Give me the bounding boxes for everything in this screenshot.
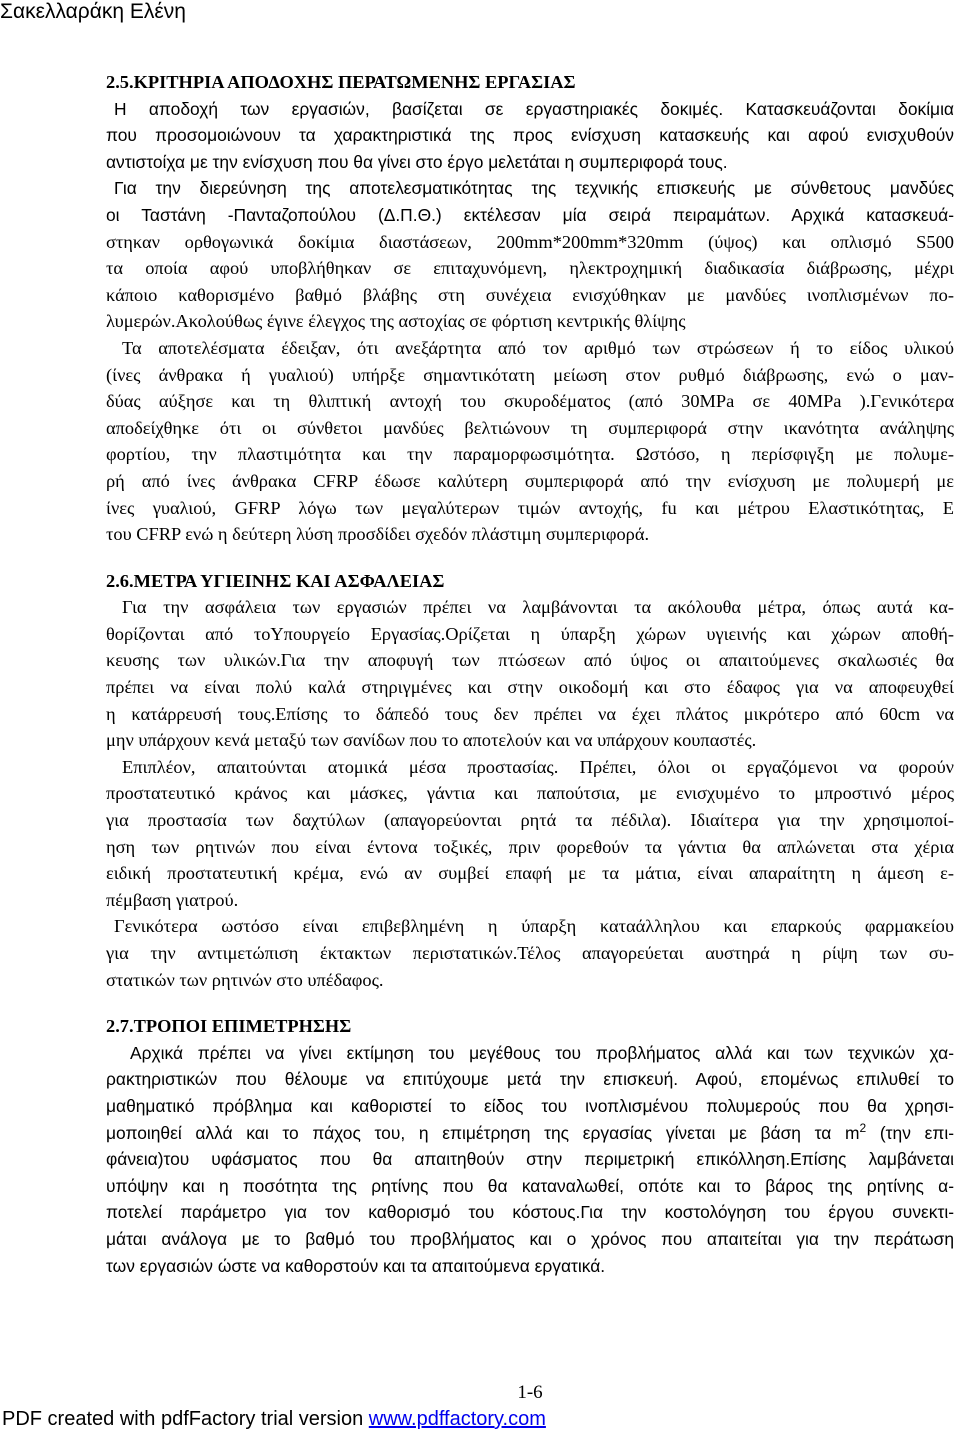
paragraph-line: που προσομοιώνουν τα χαρακτηριστικά της προς ενίσχυση κατασκευής και αφού ενισχυθούν <box>106 125 954 146</box>
paragraph-line: ποτελεί παράμετρο για τον καθορισμό του κόστους.Για την κοστολόγηση του έργου συνεκτι- <box>106 1202 954 1223</box>
paragraph-line: ρή από ίνες άνθρακα CFRP έδωσε καλύτερη συμπεριφορά από την ενίσχυση με πολυμερή με <box>106 470 954 491</box>
document-body <box>106 72 954 1282</box>
paragraph-line: Για την διερεύνηση της αποτελεσματικότητας της τεχνικής επισκευής με σύνθετους μανδύες <box>114 178 954 199</box>
paragraph-line: θορίζονται από τοΥπουργείο Εργασίας.Ορίζεται η ύπαρξη χώρων υγιεινής και χώρων αποθή- <box>106 623 954 644</box>
paragraph-line: φορτίου, την πλαστιμότητα και την παραμορφωσιμότητα. Ωστόσο, η περίσφιγξη με πολυμε- <box>106 444 954 465</box>
pdf-factory-note <box>2 1408 546 1431</box>
section-heading-2-7: 2.7.ΤΡΟΠΟΙ ΕΠΙΜΕΤΡΗΣΗΣ <box>106 1016 352 1037</box>
paragraph-line: πρέπει να είναι πολύ καλά στηριγμένες και στην οικοδομή και στο έδαφος για να αποφευχθεί <box>106 677 954 698</box>
paragraph-line: του CFRP ενώ η δεύτερη λύση προσδίδει σχεδόν πλάστιμη συμπεριφορά. <box>106 524 650 545</box>
paragraph-text: (την επι- <box>866 1122 954 1143</box>
paragraph-line: των εργασιών ώστε να καθορστούν και τα απαιτούμενα εργατικά. <box>106 1255 606 1276</box>
pdffactory-link[interactable]: www.pdffactory.com <box>368 1408 546 1430</box>
page-number: 1-6 <box>517 1382 543 1403</box>
section-heading-2-5: 2.5.ΚΡΙΤΗΡΙΑ ΑΠΟΔΟΧΗΣ ΠΕΡΑΤΩΜΕΝΗΣ ΕΡΓΑΣΙΑΣ <box>106 72 576 92</box>
paragraph-line: μάται ανάλογα με το βαθμό του προβλήματος και ο χρόνος που απαιτείται για την περάτωση <box>106 1228 954 1249</box>
pdf-note-text: PDF created with pdfFactory trial version <box>2 1408 369 1430</box>
paragraph-line: φάνεια)του υφάσματος που θα απαιτηθούν στην περιμετρική επικόλληση.Επίσης λαμβάνεται <box>106 1149 954 1170</box>
paragraph-line: οι Ταστάνη -Πανταζοπούλου (Δ.Π.Θ.) εκτέλεσαν μία σειρά πειραμάτων. Αρχικά κατασκευά- <box>106 204 954 225</box>
paragraph-line: για την αντιμετώπιση έκτακτων περιστατικών.Τέλος απαγορεύεται αυστηρά η ρίψη των συ- <box>106 943 954 963</box>
paragraph-line: για προστασία των δαχτύλων (απαγορεύονται ρητά τα πέδιλα). Ιδιαίτερα για την χρησιμοποί- <box>106 810 954 831</box>
section-heading-2-6: 2.6.ΜΕΤΡΑ ΥΓΙΕΙΝΗΣ ΚΑΙ ΑΣΦΑΛΕΙΑΣ <box>106 570 445 591</box>
paragraph-line: στατικών των ρητινών στο υπέδαφος. <box>106 969 384 990</box>
paragraph-line: δύας αύξησε και τη θλιπτική αντοχή του σκυροδέματος (από 30MPa σε 40MPa ).Γενικότερα <box>106 391 954 412</box>
paragraph-line: ηση των ρητινών που είναι έντονα τοξικές, πριν φορεθούν τα γάντια θα απλώνεται στα χέρια <box>106 836 954 857</box>
paragraph-line: αντιστοίχα με την ενίσχυση που θα γίνει στο έργο μελετάται η συμπεριφορά τους. <box>106 151 728 172</box>
paragraph-line: προστατευτικό κράνος και μάσκες, γάντια και παπούτσια, με ενισχυμένο το μπροστινό μέρος <box>106 783 954 804</box>
paragraph-line: ρακτηριστικών που θέλουμε να επιτύχουμε μετά την επισκευή. Αφού, επομένως επιλυθεί το <box>106 1069 954 1090</box>
paragraph-line: Για την ασφάλεια των εργασιών πρέπει να λαμβάνονται τα ακόλουθα μέτρα, όπως αυτά κα- <box>122 597 954 618</box>
paragraph-line: (ίνες άνθρακα ή γυαλιού) υπήρξε σημαντικότατη μείωση στον ρυθμό διάβρωσης, ενώ ο μαν- <box>106 364 954 385</box>
paragraph-line: η κατάρρευσή τους.Επίσης το δάπεδό τους δεν πρέπει να έχει πλάτος μικρότερο από 60cm να <box>106 703 954 724</box>
page-header-author: Σακελλαράκη Ελένη <box>0 0 186 23</box>
paragraph-line: Τα αποτελέσματα έδειξαν, ότι ανεξάρτητα από τον αριθμό των στρώσεων ή το είδος υλικού <box>122 337 954 358</box>
paragraph-line: λυμερών.Ακολούθως έγινε έλεγχος της αστοχίας σε φόρτιση κεντρικής θλίψης <box>106 311 686 332</box>
paragraph-line: κάποιο καθορισμένο βαθμό βλάβης στη συνέχεια ενισχύθηκαν με μανδύες ινοπλισμένων πο- <box>106 284 954 305</box>
paragraph-line: ίνες γυαλιού, GFRP λόγω των μεγαλύτερων τιμών αντοχής, fu και μέτρου Ελαστικότητας, E <box>106 497 954 518</box>
paragraph-line: κευσης των υλικών.Για την αποφυγή των πτώσεων από ύψος οι απαιτούμενες σκαλωσιές θα <box>106 650 954 671</box>
paragraph-line: ειδική προστατευτική κρέμα, ενώ αν συμβεί επαφή με τα μάτια, είναι απαραίτητη η άμεση ε- <box>106 863 954 884</box>
paragraph-line: στηκαν ορθογωνικά δοκίμια διαστάσεων, 200mm*200mm*320mm (ύψος) και οπλισμό S500 <box>106 231 954 252</box>
paragraph-line: Επιπλέον, απαιτούνται ατομικά μέσα προστασίας. Πρέπει, όλοι οι εργαζόμενοι να φορούν <box>122 756 954 777</box>
paragraph-line: Η αποδοχή των εργασιών, βασίζεται σε εργαστηριακές δοκιμές. Κατασκευάζονται δοκίμια <box>114 98 954 119</box>
paragraph-line: μαθηματικό πρόβλημα και καθοριστεί το είδος του ινοπλισμένου πολυμερούς που θα χρησι- <box>106 1095 954 1116</box>
paragraph-line: μην υπάρχουν κενά μεταξύ των σανίδων που το αποτελούν και να υπάρχουν κουπαστές. <box>106 730 757 751</box>
paragraph-line-with-superscript <box>106 1120 954 1150</box>
paragraph-line: αποδείχθηκε ότι οι σύνθετοι μανδύες βελτιώνουν τη συμπεριφορά στην ικανότητα ανάληψης <box>106 417 954 438</box>
superscript: 2 <box>859 1120 867 1135</box>
paragraph-text: μοποιηθεί αλλά και το πάχος του, η επιμέτρηση της εργασίας γίνεται με βάση τα m <box>106 1122 860 1143</box>
paragraph-line: Αρχικά πρέπει να γίνει εκτίμηση του μεγέθους του προβλήματος αλλά και των τεχνικών χα- <box>130 1042 954 1063</box>
paragraph-line: Γενικότερα ωστόσο είναι επιβεβλημένη η ύπαρξη καταάλληλου και επαρκούς φαρμακείου <box>114 916 954 937</box>
paragraph-line: τα οποία αφού υποβλήθηκαν σε επιταχυνόμενη, ηλεκτροχημική διαδικασία διάβρωσης, μέχρι <box>106 258 954 279</box>
paragraph-line: υπόψην και η ποσότητα της ρητίνης που θα καταναλωθεί, οπότε και το βάρος της ρητίνης α- <box>106 1175 954 1196</box>
paragraph-line: πέμβαση γιατρού. <box>106 889 239 910</box>
